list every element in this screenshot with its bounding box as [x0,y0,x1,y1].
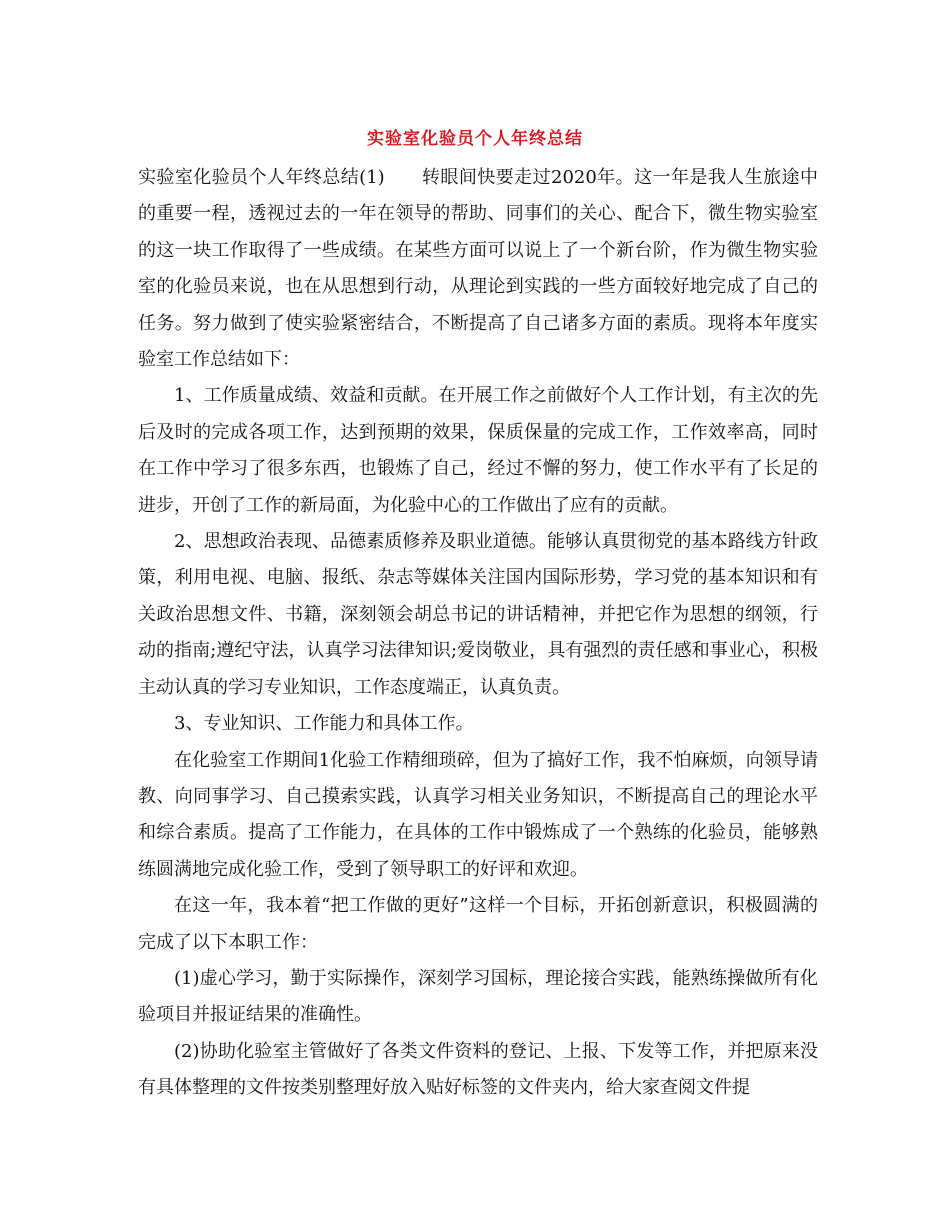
body-paragraph: (1)虚心学习，勤于实际操作，深刻学习国标，理论接合实践，能熟练操做所有化验项目并报证结果的准确性。 [138,967,818,1026]
body-paragraph: (2)协助化验室主管做好了各类文件资料的登记、上报、下发等工作，并把原来没有具体整理的文件按类别整理好放入贴好标签的文件夹内，给大家查阅文件提 [138,1040,818,1099]
body-paragraph: 实验室化验员个人年终总结(1) 转眼间快要走过2020年。这一年是我人生旅途中的重要一程，透视过去的一年在领导的帮助、同事们的关心、配合下，微生物实验室的这一块工作取得了一些成绩。在某些方面可以说上了一个新台阶，作为微生物实验室的化验员来说，也在从思想到行动，从理论到实践的一些方面较好地完成了自己的任务。努力做到了使实验紧密结合，不断提高了自己诸多方面的素质。现将本年度实验室工作总结如下： [138,167,818,371]
body-paragraph: 3、专业知识、工作能力和具体工作。 [174,713,474,735]
body-paragraph: 在这一年，我本着“把工作做的更好”这样一个目标，开拓创新意识，积极圆满的完成了以下本职工作： [138,895,818,953]
body-paragraph: 1、工作质量成绩、效益和贡献。在开展工作之前做好个人工作计划，有主次的先后及时的完成各项工作，达到预期的效果，保质保量的完成工作，工作效率高，同时在工作中学习了很多东西，也锻炼了自己，经过不懈的努力，使工作水平有了长足的进步，开创了工作的新局面，为化验中心的工作做出了应有的贡献。 [138,385,818,516]
document-body [138,160,818,1107]
body-paragraph: 在化验室工作期间1化验工作精细琐碎，但为了搞好工作，我不怕麻烦，向领导请教、向同事学习、自己摸索实践，认真学习相关业务知识，不断提高自己的理论水平和综合素质。提高了工作能力，在具体的工作中锻炼成了一个熟练的化验员，能够熟练圆满地完成化验工作，受到了领导职工的好评和欢迎。 [138,749,818,880]
body-paragraph: 2、思想政治表现、品德素质修养及职业道德。能够认真贯彻党的基本路线方针政策，利用电视、电脑、报纸、杂志等媒体关注国内国际形势，学习党的基本知识和有关政治思想文件、书籍，深刻领会胡总书记的讲话精神，并把它作为思想的纲领，行动的指南;遵纪守法，认真学习法律知识;爱岗敬业，具有强烈的责任感和事业心，积极主动认真的学习专业知识，工作态度端正，认真负责。 [138,531,818,698]
document-title: 实验室化验员个人年终总结 [367,129,583,149]
